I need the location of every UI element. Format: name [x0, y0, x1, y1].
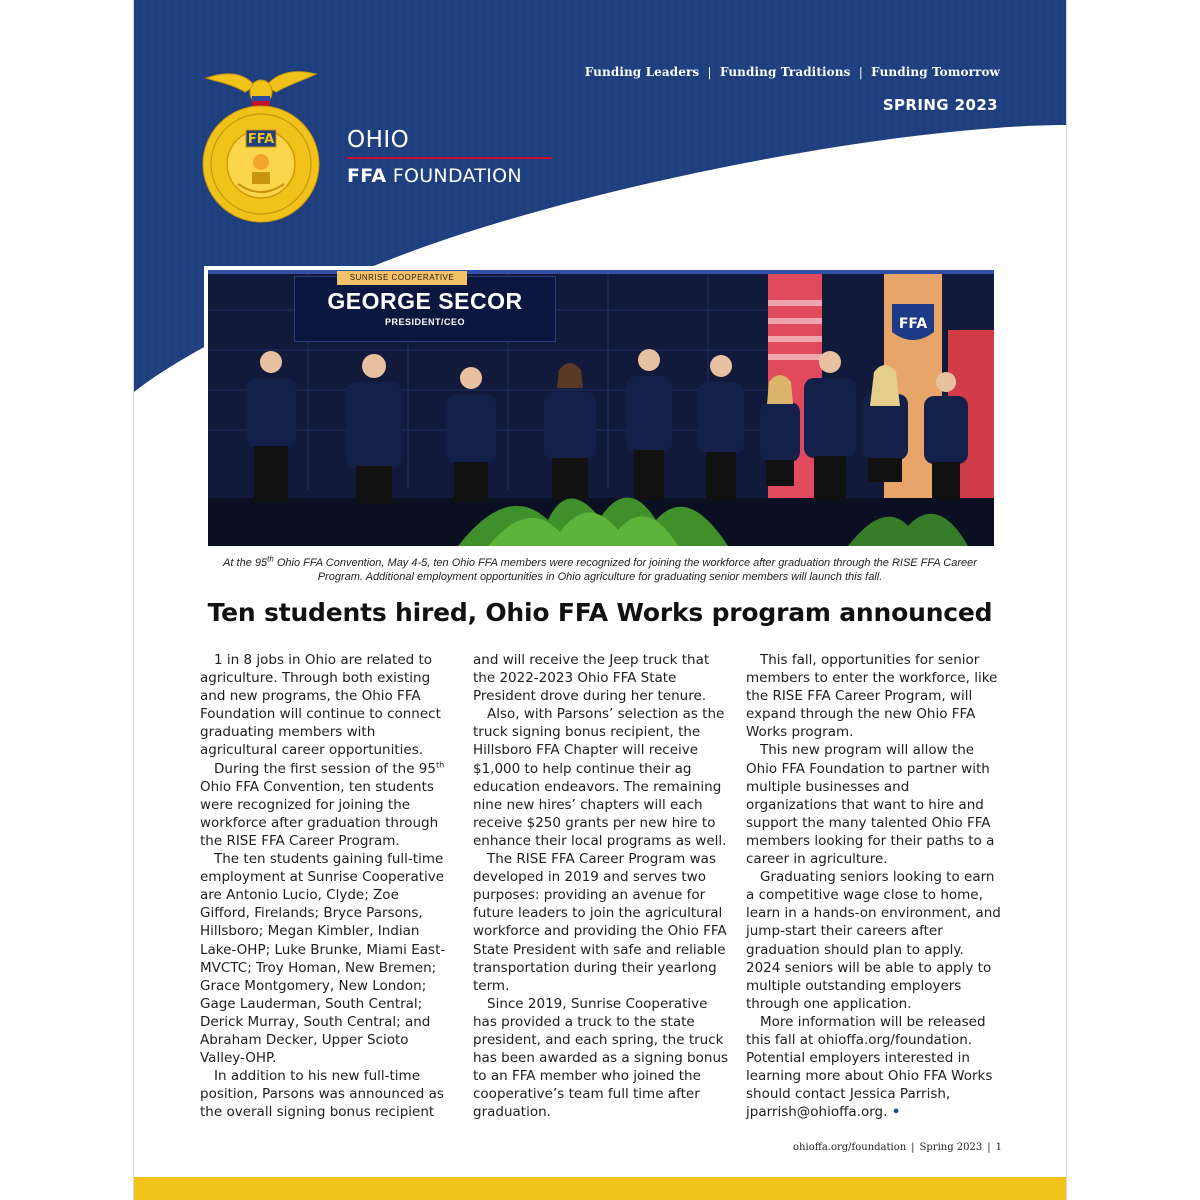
sign-company-label: SUNRISE COOPERATIVE: [337, 271, 467, 285]
caption-text-a: At the 95: [223, 557, 268, 569]
caption-text-b: Ohio FFA Convention, May 4-5, ten Ohio FFA members were recognized for joining the workforce after graduation through the RISE FFA Career Program. Additional employment opportunities in Ohio agriculture for graduating senior members will launch this fall.: [273, 557, 977, 583]
stage-name-sign: [294, 273, 556, 342]
footer-gold-bar: [134, 1177, 1067, 1200]
tagline: [585, 65, 1000, 79]
article-column-2: [473, 651, 733, 1121]
article-paragraph: The RISE FFA Career Program was developed in 2019 and serves two purposes: providing an avenue for future leaders to join the agricultural workforce and providing the Ohio FFA State President with safe and reliable transportation during their yearlong term.: [473, 851, 727, 994]
foundation-wordmark: [347, 126, 552, 188]
tagline-item-leaders: Funding Leaders: [584, 65, 700, 79]
tagline-separator: |: [707, 65, 712, 79]
paragraph-text: Ohio FFA Convention, ten students were recognized for joining the workforce after graduation through the RISE FFA Career Program.: [200, 778, 439, 849]
wordmark-ohio: OHIO: [347, 127, 410, 153]
article-paragraph-continued: and will receive the Jeep truck that the 2022-2023 Ohio FFA State President drove during her tenure.: [473, 652, 710, 705]
article-paragraph: Also, with Parsons’ selection as the truck signing bonus recipient, the Hillsboro FFA Chapter will receive $1,000 to help continue their ag education endeavors. The remaining nine new hires’ chapters will each receive $250 grants per new hire to enhance their local programs as well.: [473, 706, 727, 849]
article-paragraph: In addition to his new full-time position, Parsons was announced as the overall signing bonus recipient: [200, 1068, 444, 1121]
wordmark-ffa: FFA: [347, 165, 387, 187]
article-paragraph: Graduating seniors looking to earn a competitive wage close to home, learn in a hands-on environment, and jump-start their careers after graduation should plan to apply. 2024 seniors will be able to apply to multiple outstanding employers through one application.: [746, 869, 1001, 1012]
ordinal-sup: th: [435, 760, 445, 770]
article-paragraph: [746, 1013, 1002, 1122]
feature-photo: [208, 270, 994, 546]
emblem-text: FFA: [247, 132, 275, 147]
article-column-1: [200, 651, 453, 1121]
article-paragraph: 1 in 8 jobs in Ohio are related to agriculture. Through both existing and new programs, the Ohio FFA Foundation will continue to connect graduating members with agricultural career opportunities.: [200, 652, 441, 759]
article-headline: Ten students hired, Ohio FFA Works program announced: [207, 598, 993, 627]
paragraph-text: During the first session of the 95: [214, 760, 436, 777]
paragraph-text: More information will be released this fall at ohioffa.org/foundation. Potential employers interested in learning more about Ohio FFA Works should contact Jessica Parrish, jparrish@ohioffa.org.: [746, 1013, 993, 1121]
article-paragraph: This fall, opportunities for senior members to enter the workforce, like the RISE FFA Career Program, will expand through the new Ohio FFA Works program.: [746, 652, 998, 741]
photo-caption: [210, 556, 990, 584]
tagline-item-tomorrow: Funding Tomorrow: [871, 65, 1000, 79]
tagline-separator: |: [858, 65, 863, 79]
wordmark-foundation: [347, 164, 552, 188]
ffa-emblem-icon: [200, 66, 322, 226]
caption-sup: th: [267, 554, 274, 564]
article-paragraph: The ten students gaining full-time employment at Sunrise Cooperative are Antonio Lucio, Clyde; Zoe Gifford, Firelands; Bryce Parsons, Hillsboro; Megan Kimbler, Indian Lake-OHP; Luke Brunke, Miami East-MVCTC; Troy Homan, New Bremen; Grace Montgomery, New London; Gage Lauderman, South Central; Derick Murray, South Central; and Abraham Decker, Upper Scioto Valley-OHP.: [200, 851, 446, 1067]
footer-separator: |: [987, 1142, 991, 1153]
footer-url: ohioffa.org/foundation: [793, 1142, 907, 1153]
article-paragraph: [200, 760, 453, 850]
banner-ffa-text: FFA: [898, 316, 928, 332]
article-paragraph: This new program will allow the Ohio FFA Foundation to partner with multiple businesses and organizations that want to hire and support the many talented Ohio FFA members looking for their paths to a career in agriculture.: [746, 742, 995, 868]
feature-photo-frame: [204, 266, 998, 550]
article-end-mark: •: [891, 1104, 901, 1121]
wordmark-foundation-word: FOUNDATION: [392, 165, 522, 187]
sign-person-name: GEORGE SECOR: [327, 288, 523, 314]
issue-label: SPRING 2023: [882, 96, 998, 114]
footer-separator: |: [911, 1142, 915, 1153]
footer-issue: Spring 2023: [919, 1142, 983, 1153]
article-column-3: [746, 651, 1002, 1121]
tagline-item-traditions: Funding Traditions: [719, 65, 851, 79]
page-footer: [793, 1142, 1002, 1153]
sign-person-title: PRESIDENT/CEO: [384, 317, 465, 327]
footer-page-number: 1: [995, 1142, 1002, 1153]
newsletter-page: [133, 0, 1067, 1200]
article-paragraph: Since 2019, Sunrise Cooperative has provided a truck to the state president, and each spring, the truck has been awarded as a signing bonus to an FFA member who joined the cooperative’s team full time after graduation.: [473, 995, 729, 1121]
wordmark-divider: [347, 157, 552, 159]
